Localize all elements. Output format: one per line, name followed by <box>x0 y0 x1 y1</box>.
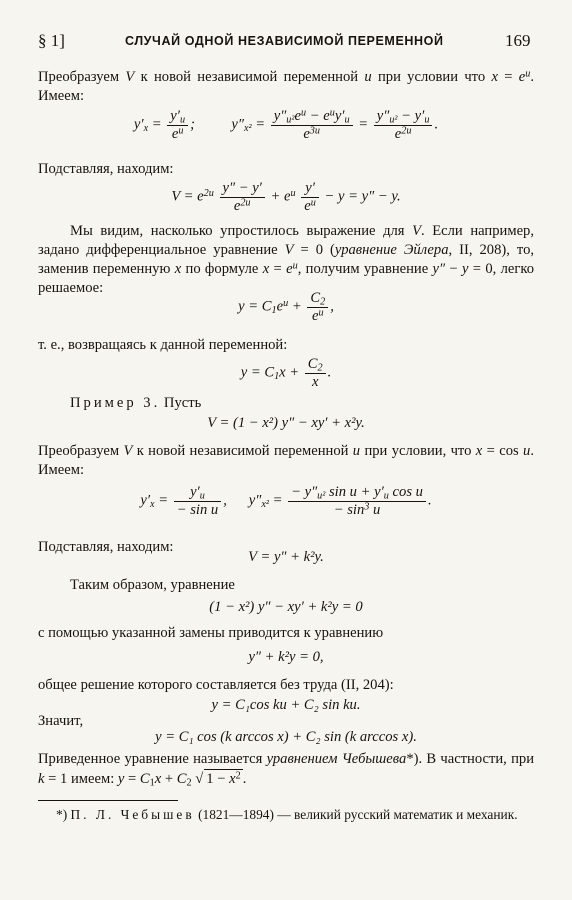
footnote-name: П. Л. Чебышев <box>70 807 195 822</box>
equation-chebyshev: (1 − x²) y″ − xy′ + k²y = 0 <box>209 599 363 615</box>
equation-derivatives-cos: $y'_x$ = $\frac{y'_u}{\text{− sin u}}$ , $y''_{x^2}$ = $\frac{- y''_{u^2} \sin u + y'_u \cos u}{- \sin^3 u}$ . <box>140 484 432 518</box>
equation-reduced: y″ + k²y = 0, <box>248 649 324 665</box>
equation-v-result: V = y″ + k²y. <box>248 549 324 565</box>
paragraph-reduces-to: с помощью указанной замены приводится к уравнению <box>38 625 384 641</box>
example-3-heading <box>70 394 530 413</box>
paragraph-return-variable: т. е., возвращаясь к данной переменной: <box>38 337 288 353</box>
footnote <box>38 806 534 823</box>
equation-solution-x: $y = C_1x$ + $\frac{C_2}{x}$ . <box>240 356 332 390</box>
equation-v-chebyshev-form: V = (1 − x²) y″ − xy′ + x²y. <box>207 415 365 431</box>
running-title: СЛУЧАЙ ОДНОЙ НЕЗАВИСИМОЙ ПЕРЕМЕННОЙ <box>125 34 444 48</box>
paragraph-substituting-2: Подставляя, находим: <box>38 539 174 555</box>
paragraph-general-solution: общее решение которого составляется без труда (II, 204): <box>38 677 394 693</box>
paragraph-substitution-cos: Преобразуем V к новой независимой переменной u при условии, что x = cos u. Имеем: <box>38 443 534 478</box>
footnote-rule <box>38 800 178 801</box>
paragraph-therefore: Значит, <box>38 713 84 729</box>
footnote-marker: *) <box>56 807 68 822</box>
example-label: Пример 3. <box>70 395 161 411</box>
equation-derivatives-exp: $y'_x$ = $\frac{y'_u}{e^u}$ ; $y''_{x^2}$ = $\frac{y''_{u^2}e^u - e^uy'_u}{e^{3u}}$ = $\frac{y''_{u^2} - y'_u}{e^{2u}}$ . <box>133 107 439 142</box>
section-marker: § 1] <box>38 31 65 50</box>
equation-v-simplified: $V = e^{2u}$ $\frac{y'' - y'}{e^{2u}}$ + $e^u$ $\frac{y'}{e^u}$ − y = y″ − y. <box>171 180 401 214</box>
equation-solution-u: $y = C_1e^u$ + $\frac{C_2}{e^u}$ , <box>238 290 334 324</box>
paragraph-substitution-intro: Преобразуем V к новой независимой переменной u при условии что $x = e^u$. Имеем: <box>38 68 534 104</box>
equation-general-solution-u: y = C₁cos ku + C₂ sin ku. <box>211 697 361 713</box>
paragraph-chebyshev-name: Приведенное уравнение называется уравнением Чебышева*). В частности, при k = 1 имеем: $y = C_1x + C_2$ √ $1 - x^2$ . <box>38 751 534 789</box>
page-number: 169 <box>505 31 531 50</box>
example-let: Пусть <box>163 395 202 411</box>
paragraph-thus-equation: Таким образом, уравнение <box>70 577 235 593</box>
paragraph-euler-discussion: Мы видим, насколько упростилось выражение для V. Если например, задано дифференциальное уравнение V = 0 (уравнение Эйлера, II, 208), то, заменив переменную x по формуле $x = e^u$, получим уравнение y″ − y = 0, легко решаемое: <box>38 223 535 296</box>
equation-general-solution-x: y = C₁ cos (k arccos x) + C₂ sin (k arccos x). <box>155 729 417 745</box>
footnote-text: (1821—1894) — великий русский математик и механик. <box>198 807 518 822</box>
paragraph-substituting-1: Подставляя, находим: <box>38 161 174 177</box>
